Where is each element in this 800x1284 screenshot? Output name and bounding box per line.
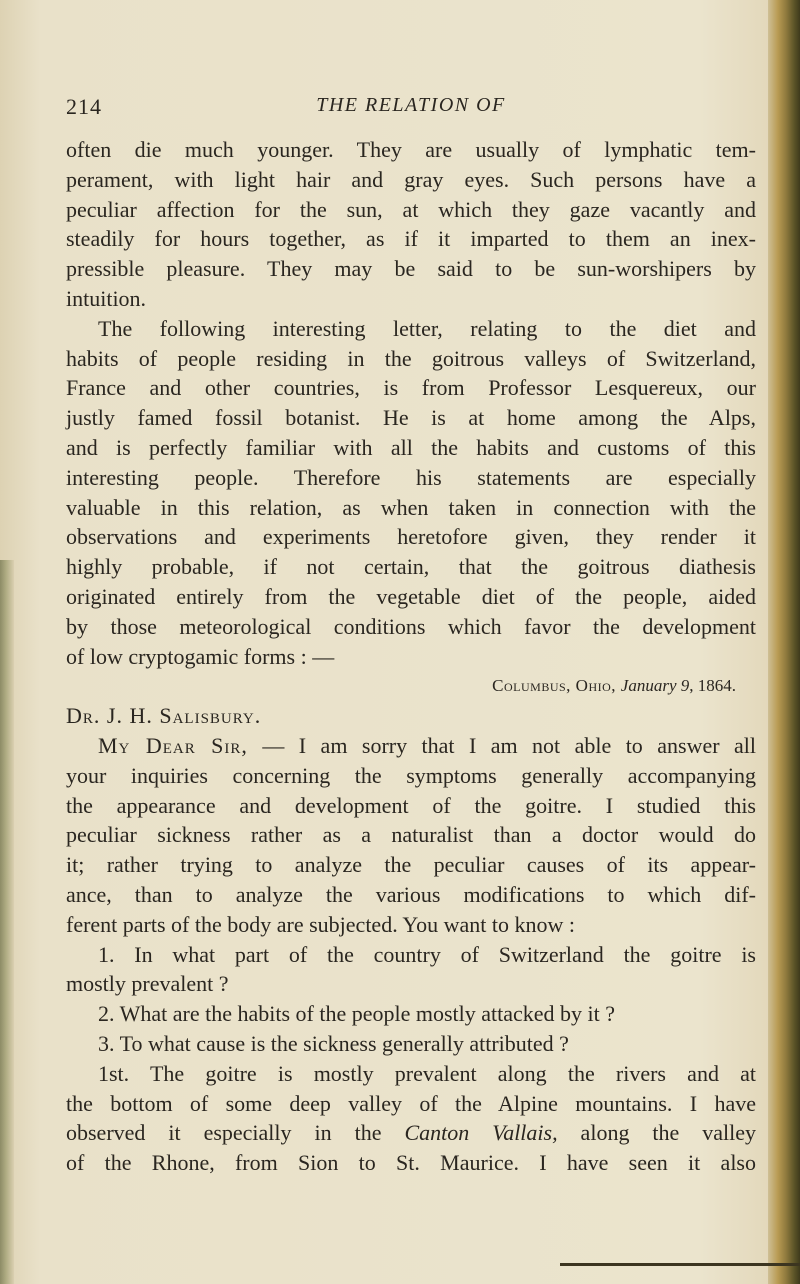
letter-salutation: My Dear Sir, xyxy=(98,732,248,758)
dateline-year: , 1864. xyxy=(689,676,736,696)
body-text xyxy=(66,135,756,1178)
text-line-start: observed it especially in the xyxy=(66,1120,405,1146)
text-line: of the Rhone, from Sion to St. Maurice. I have seen it also xyxy=(66,1150,756,1176)
text-line: originated entirely from the vegetable diet of the people, aided xyxy=(66,583,756,609)
letter-dateline xyxy=(66,671,756,701)
text-line: observations and experiments heretofore given, they render it xyxy=(66,524,756,550)
letter-addressee: Dr. J. H. Salisbury. xyxy=(66,703,262,729)
text-line: France and other countries, is from Professor Lesquereux, our xyxy=(66,375,756,401)
text-line: interesting people. Therefore his statements are especially xyxy=(66,464,756,490)
text-line-end: along the valley xyxy=(557,1120,757,1146)
text-line: valuable in this relation, as when taken in connection with the xyxy=(66,494,756,520)
text-line: justly famed fossil botanist. He is at home among the Alps, xyxy=(66,405,756,431)
text-line: highly probable, if not certain, that the goitrous diathesis xyxy=(66,554,756,580)
text-line: perament, with light hair and gray eyes. Such persons have a xyxy=(66,166,756,192)
page-binding-shadow xyxy=(0,560,14,1284)
dateline-date: January 9 xyxy=(620,676,690,696)
text-line xyxy=(66,1118,756,1148)
text-line: ferent parts of the body are subjected. You want to know : xyxy=(66,911,575,937)
page-header xyxy=(66,94,756,124)
text-line: 1. In what part of the country of Switzerland the goitre is xyxy=(98,941,756,967)
text-line: by those meteorological conditions which favor the development xyxy=(66,613,756,639)
text-line: peculiar sickness rather as a naturalist than a doctor would do xyxy=(66,822,756,848)
text-line: of low cryptogamic forms : — xyxy=(66,643,335,669)
text-line: the bottom of some deep valley of the Alpine mountains. I have xyxy=(66,1090,756,1116)
text-line: the appearance and development of the goitre. I studied this xyxy=(66,792,756,818)
text-line: your inquiries concerning the symptoms generally accompanying xyxy=(66,762,756,788)
text-line: mostly prevalent ? xyxy=(66,971,229,997)
page-edge-right xyxy=(768,0,800,1284)
text-line: peculiar affection for the sun, at which they gaze vacantly and xyxy=(66,196,756,222)
text-line-rest: — I am sorry that I am not able to answer all xyxy=(247,732,756,758)
text-line: pressible pleasure. They may be said to be sun-worshipers by xyxy=(66,256,756,282)
text-line: intuition. xyxy=(66,285,147,311)
bottom-edge-rule xyxy=(560,1263,800,1266)
text-line: steadily for hours together, as if it imparted to them an inex- xyxy=(66,226,756,252)
text-line: 2. What are the habits of the people mostly attacked by it ? xyxy=(98,1001,616,1027)
text-line: 1st. The goitre is mostly prevalent along the rivers and at xyxy=(98,1060,756,1086)
text-line: 3. To what cause is the sickness generally attributed ? xyxy=(98,1030,569,1056)
running-title: THE RELATION OF xyxy=(316,94,506,116)
text-line: it; rather trying to analyze the peculiar causes of its appear- xyxy=(66,852,756,878)
page-number: 214 xyxy=(66,94,102,119)
text-line xyxy=(66,731,756,761)
text-line: often die much younger. They are usually of lymphatic tem- xyxy=(66,137,756,162)
text-line: The following interesting letter, relating to the diet and xyxy=(98,315,756,341)
dateline-place: Columbus, Ohio, xyxy=(492,676,621,696)
text-line: and is perfectly familiar with all the habits and customs of this xyxy=(66,434,756,460)
text-line: habits of people residing in the goitrous valleys of Switzerland, xyxy=(66,345,756,371)
place-name-italic: Canton Vallais, xyxy=(404,1120,558,1146)
text-line: ance, than to analyze the various modifications to which dif- xyxy=(66,881,756,907)
